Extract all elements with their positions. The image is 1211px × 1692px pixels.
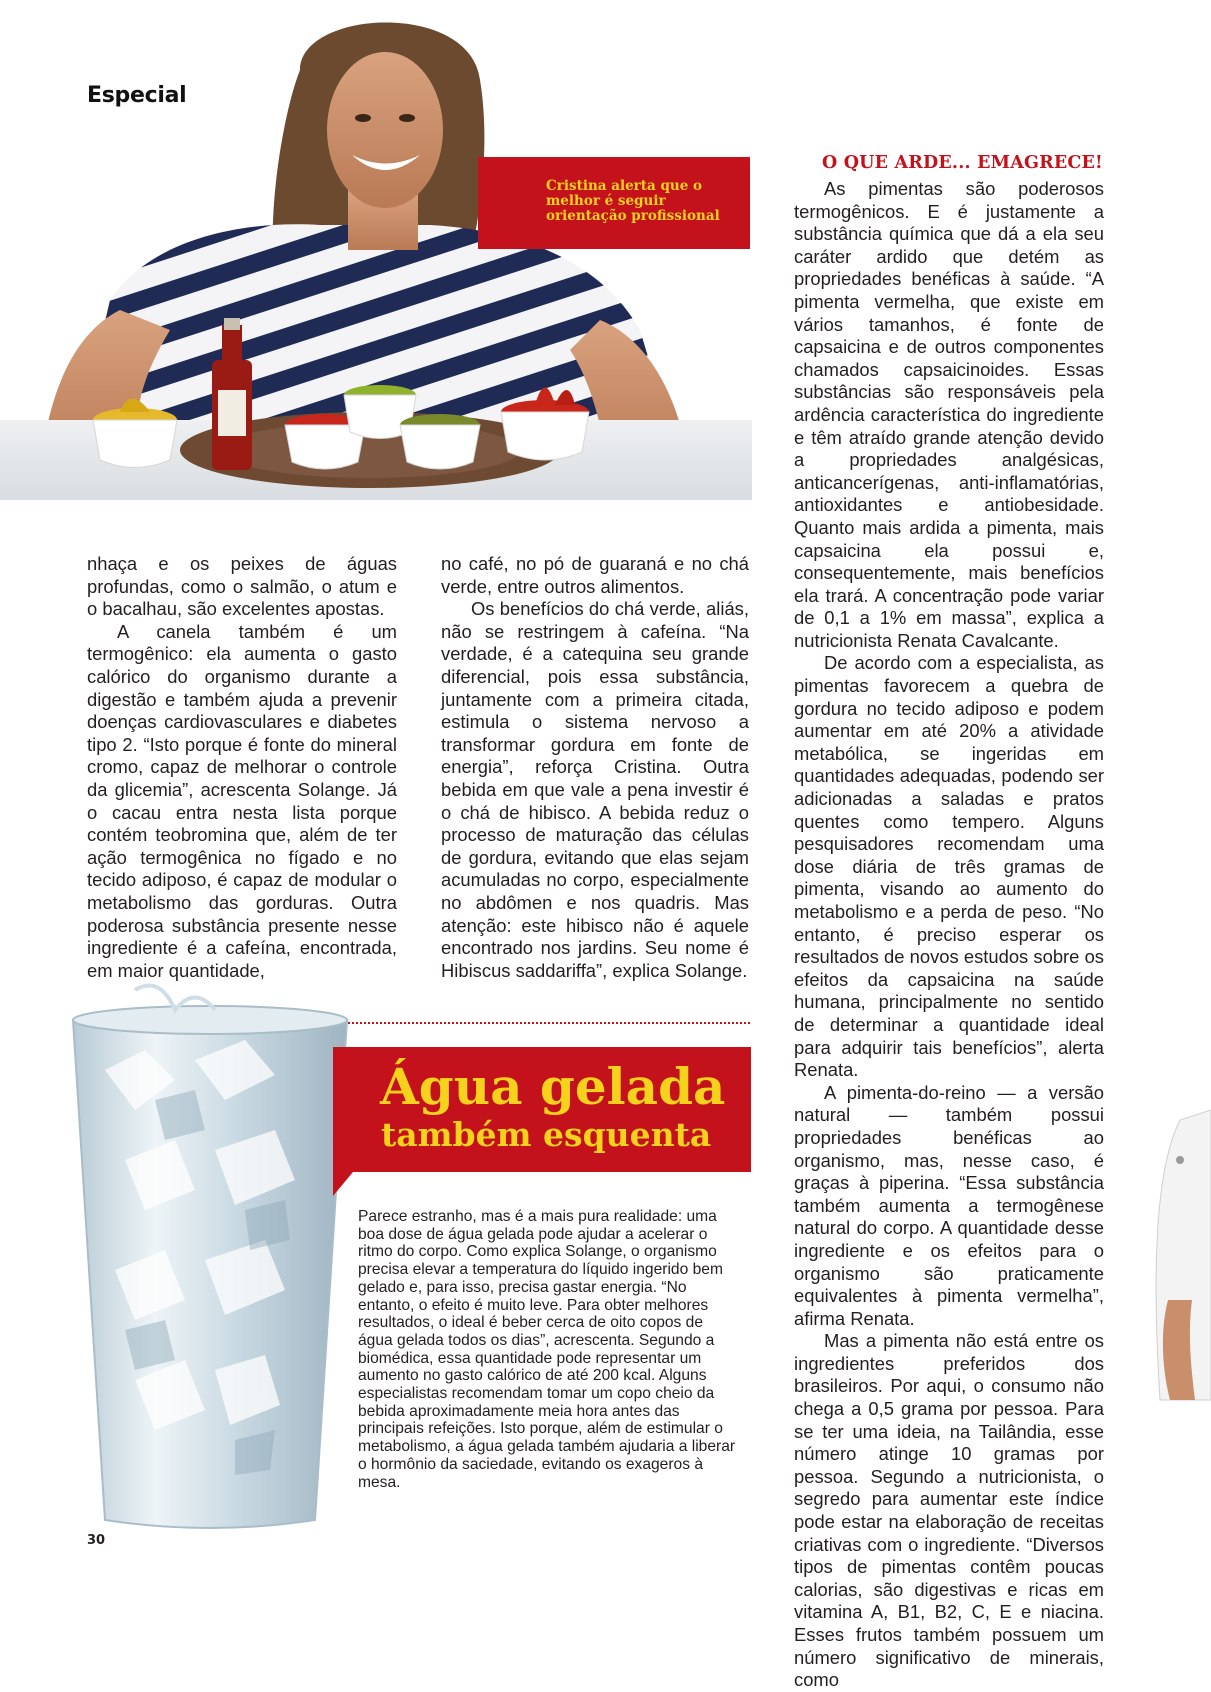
paragraph: De acordo com a especialista, as pimentas favorecem a quebra de gordura no tecido adiposo e podem aumentar em até 20% a atividade metabólica, se ingeridas em quantidades adequadas, podendo ser adicionadas a saladas e pratos quentes como tempero. Alguns pesquisadores recomendam uma dose diária de três gramas de pimenta, visando ao aumento do metabolismo e a perda de peso. “No entanto, é preciso esperar os resultados de novos estudos sobre os efeitos da capsaicina na saúde humana, principalmente no sentido de determinar a quantidade ideal para adquirir tais benefícios”, alerta Renata. [794,652,1104,1081]
partial-person-image [1140,1100,1211,1420]
dotted-divider [320,1022,750,1024]
section-label: Especial [87,83,187,108]
paragraph: Mas a pimenta não está entre os ingredientes preferidos dos brasileiros. Por aqui, o consumo não chega a 0,5 grama por pessoa. Para se ter uma ideia, na Tailândia, esse número atinge 10 gramas por pessoa. Segundo a nutricionista, o segredo para aumentar este índice pode estar na elaboração de receitas criativas com o ingrediente. “Diversos tipos de pimentas contêm poucas calorias, são digestivas e ricas em vitamina A, B1, B2, C, E e niacina. Esses frutos também possuem um número significativo de minerais, como [794,1330,1104,1691]
box-body-text: Parece estranho, mas é a mais pura realidade: uma boa dose de água gelada pode ajudar a acelerar o ritmo do corpo. Como explica Solange, o organismo precisa elevar a temperatura do líquido ingerido bem gelado e, para isso, precisa gastar energia. “No entanto, o efeito é muito leve. Para obter melhores resultados, o ideal é beber cerca de oito copos de água gelada todos os dias”, acrescenta. Segundo a biomédica, essa quantidade pode representar um aumento no gasto calórico de até 200 kcal. Alguns especialistas recomendam tomar um copo cheio da bebida aproximadamente meia hora antes das principais refeições. Isto porque, além de estimular o metabolismo, a água gelada também ajudaria a liberar o hormônio da saciedade, evitando os exageros à mesa. [358,1208,736,1491]
box-subtitle: também esquenta [381,1115,712,1154]
section-heading: O QUE ARDE... EMAGRECE! [822,153,1103,173]
paragraph: As pimentas são poderosos termogênicos. E é justamente a substância química que dá a ela seu caráter ardido que detém as propriedades benéficas à saúde. “A pimenta vermelha, que existe em vários tamanhos, é fonte de capsaicina e de outros componentes chamados capsaicinoides. Essas substâncias são responsáveis pela ardência característica do ingrediente e têm atraído grande atenção devido a propriedades analgésicas, anticancerígenas, anti-inflamatórias, antioxidantes e antiobesidade. Quanto mais ardida a pimenta, mais capsaicina ela possui e, consequentemente, mais benefícios ela trará. A concentração pode variar de 0,1 a 1% em massa”, explica a nutricionista Renata Cavalcante. [794,178,1104,651]
article-photo [0,0,752,500]
article-column-right [794,178,1104,1692]
photo-caption-box [478,157,750,249]
ice-water-glass-image [65,980,355,1540]
ice-glass-illustration [65,980,355,1540]
article-column-middle [441,553,749,982]
paragraph: A canela também é um termogênico: ela aumenta o gasto calórico do organismo durante a digestão e também ajuda a prevenir doenças cardiovasculares e diabetes tipo 2. “Isto porque é fonte do mineral cromo, capaz de melhorar o controle da glicemia”, acrescenta Solange. Já o cacau entra nesta lista porque contém teobromina que, além de ter ação termogênica no fígado e no tecido adiposo, é capaz de modular o metabolismo das gorduras. Outra poderosa substância presente nesse ingrediente é a cafeína, encontrada, em maior quantidade, [87,620,397,981]
banner-tail [333,1172,353,1196]
box-title: Água gelada [380,1057,726,1116]
paragraph: A pimenta-do-reino — a versão natural — também possui propriedades benéficas ao organismo, mas, nesse caso, é graças à piperina. “Essa substância também aumenta a termogênese natural do corpo. A quantidade desse ingrediente e os efeitos para o organismo são praticamente equivalentes à pimenta vermelha”, afirma Renata. [794,1081,1104,1329]
partial-person-illustration [1140,1100,1211,1420]
page-number: 30 [87,1533,106,1548]
paragraph: nhaça e os peixes de águas profundas, como o salmão, o atum e o bacalhau, são excelentes apostas. [87,553,397,620]
woman-with-peppers-illustration [0,0,752,500]
article-column-left [87,553,397,982]
photo-caption: Cristina alerta que o melhor é seguir orientação profissional [546,178,720,224]
paragraph: Os benefícios do chá verde, aliás, não se restringem à cafeína. “Na verdade, é a catequina seu grande diferencial, pois essa substância, juntamente com a primeira citada, estimula o sistema nervoso a transformar gordura em fonte de energia”, reforça Cristina. Outra bebida em que vale a pena investir é o chá de hibisco. A bebida reduz o processo de maturação das células de gordura, evitando que elas sejam acumuladas no corpo, especialmente no abdômen e nos quadris. Mas atenção: este hibisco não é aquele encontrado nos jardins. Seu nome é Hibiscus saddariffa”, explica Solange. [441,598,749,981]
box-title-banner [333,1047,751,1172]
paragraph: no café, no pó de guaraná e no chá verde, entre outros alimentos. [441,553,749,597]
